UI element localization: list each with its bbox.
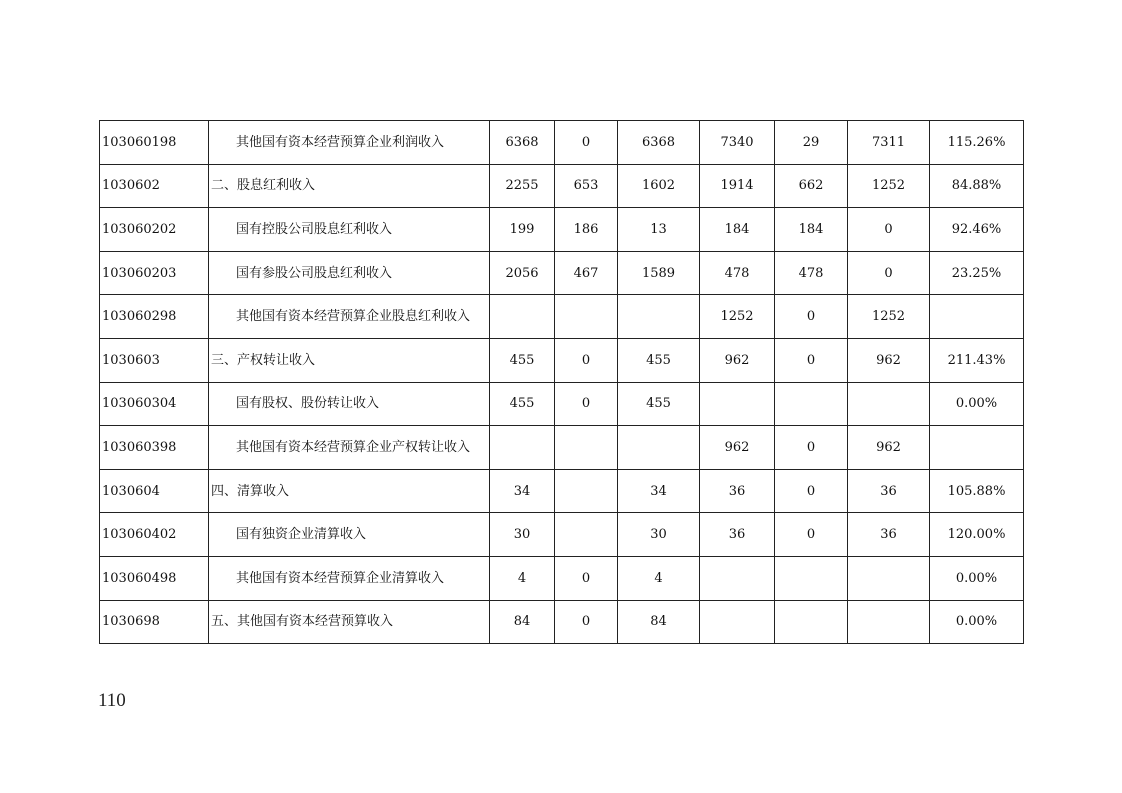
- amount-cell: 0: [775, 513, 848, 557]
- item-name-cell: 其他国有资本经营预算企业清算收入: [209, 556, 490, 600]
- amount-cell: 662: [775, 164, 848, 208]
- item-name-cell: 其他国有资本经营预算企业产权转让收入: [209, 426, 490, 470]
- amount-cell: 6368: [618, 121, 700, 165]
- percentage-cell: [930, 295, 1024, 339]
- item-name-cell: 二、股息红利收入: [209, 164, 490, 208]
- amount-cell: [555, 469, 618, 513]
- amount-cell: 7340: [700, 121, 775, 165]
- amount-cell: 36: [848, 513, 930, 557]
- amount-cell: 1589: [618, 251, 700, 295]
- amount-cell: [700, 600, 775, 644]
- amount-cell: 467: [555, 251, 618, 295]
- table-row: [100, 338, 1024, 382]
- amount-cell: 962: [848, 338, 930, 382]
- table-row: [100, 513, 1024, 557]
- amount-cell: [555, 295, 618, 339]
- amount-cell: 30: [490, 513, 555, 557]
- amount-cell: 36: [700, 469, 775, 513]
- amount-cell: 36: [700, 513, 775, 557]
- amount-cell: 0: [848, 251, 930, 295]
- table-row: [100, 382, 1024, 426]
- table-row: [100, 426, 1024, 470]
- amount-cell: [775, 600, 848, 644]
- percentage-cell: 105.88%: [930, 469, 1024, 513]
- amount-cell: 186: [555, 208, 618, 252]
- amount-cell: [775, 556, 848, 600]
- amount-cell: [555, 426, 618, 470]
- percentage-cell: 92.46%: [930, 208, 1024, 252]
- table-row: [100, 469, 1024, 513]
- amount-cell: [618, 426, 700, 470]
- amount-cell: 184: [775, 208, 848, 252]
- table-row: [100, 251, 1024, 295]
- percentage-cell: 0.00%: [930, 556, 1024, 600]
- item-name-cell: 国有参股公司股息红利收入: [209, 251, 490, 295]
- amount-cell: 34: [618, 469, 700, 513]
- amount-cell: 962: [848, 426, 930, 470]
- percentage-cell: [930, 426, 1024, 470]
- amount-cell: 4: [618, 556, 700, 600]
- amount-cell: 13: [618, 208, 700, 252]
- item-code-cell: 103060402: [100, 513, 209, 557]
- item-name-cell: 国有股权、股份转让收入: [209, 382, 490, 426]
- amount-cell: 1252: [848, 164, 930, 208]
- amount-cell: [700, 382, 775, 426]
- amount-cell: [848, 382, 930, 426]
- page-number: 110: [98, 690, 126, 711]
- item-name-cell: 三、产权转让收入: [209, 338, 490, 382]
- amount-cell: 0: [775, 469, 848, 513]
- table-row: [100, 600, 1024, 644]
- amount-cell: [848, 600, 930, 644]
- item-code-cell: 103060298: [100, 295, 209, 339]
- amount-cell: 36: [848, 469, 930, 513]
- amount-cell: 455: [618, 338, 700, 382]
- item-code-cell: 1030698: [100, 600, 209, 644]
- item-code-cell: 103060202: [100, 208, 209, 252]
- amount-cell: 0: [555, 556, 618, 600]
- table-row: [100, 556, 1024, 600]
- item-code-cell: 1030602: [100, 164, 209, 208]
- item-code-cell: 103060203: [100, 251, 209, 295]
- amount-cell: 1252: [848, 295, 930, 339]
- amount-cell: 1914: [700, 164, 775, 208]
- amount-cell: 1602: [618, 164, 700, 208]
- amount-cell: 2056: [490, 251, 555, 295]
- amount-cell: [775, 382, 848, 426]
- amount-cell: 455: [490, 382, 555, 426]
- amount-cell: 7311: [848, 121, 930, 165]
- amount-cell: 455: [618, 382, 700, 426]
- item-code-cell: 1030603: [100, 338, 209, 382]
- amount-cell: 0: [555, 382, 618, 426]
- item-name-cell: 四、清算收入: [209, 469, 490, 513]
- amount-cell: [848, 556, 930, 600]
- amount-cell: 478: [775, 251, 848, 295]
- amount-cell: 0: [555, 338, 618, 382]
- item-name-cell: 国有控股公司股息红利收入: [209, 208, 490, 252]
- amount-cell: 0: [775, 426, 848, 470]
- percentage-cell: 0.00%: [930, 382, 1024, 426]
- amount-cell: [490, 426, 555, 470]
- item-code-cell: 1030604: [100, 469, 209, 513]
- table-row: [100, 121, 1024, 165]
- amount-cell: 4: [490, 556, 555, 600]
- percentage-cell: 0.00%: [930, 600, 1024, 644]
- amount-cell: [700, 556, 775, 600]
- percentage-cell: 23.25%: [930, 251, 1024, 295]
- percentage-cell: 211.43%: [930, 338, 1024, 382]
- item-name-cell: 其他国有资本经营预算企业利润收入: [209, 121, 490, 165]
- table-body: [100, 121, 1024, 644]
- item-name-cell: 国有独资企业清算收入: [209, 513, 490, 557]
- table-row: [100, 164, 1024, 208]
- item-name-cell: 五、其他国有资本经营预算收入: [209, 600, 490, 644]
- amount-cell: 184: [700, 208, 775, 252]
- table-row: [100, 208, 1024, 252]
- amount-cell: 962: [700, 338, 775, 382]
- amount-cell: 0: [775, 338, 848, 382]
- amount-cell: [618, 295, 700, 339]
- amount-cell: 34: [490, 469, 555, 513]
- amount-cell: 653: [555, 164, 618, 208]
- amount-cell: [490, 295, 555, 339]
- amount-cell: 0: [555, 121, 618, 165]
- amount-cell: 6368: [490, 121, 555, 165]
- amount-cell: 455: [490, 338, 555, 382]
- percentage-cell: 120.00%: [930, 513, 1024, 557]
- budget-income-table: [99, 120, 1024, 644]
- item-code-cell: 103060198: [100, 121, 209, 165]
- percentage-cell: 115.26%: [930, 121, 1024, 165]
- amount-cell: 962: [700, 426, 775, 470]
- amount-cell: 2255: [490, 164, 555, 208]
- amount-cell: 1252: [700, 295, 775, 339]
- item-code-cell: 103060304: [100, 382, 209, 426]
- amount-cell: 0: [848, 208, 930, 252]
- amount-cell: [555, 513, 618, 557]
- amount-cell: 84: [490, 600, 555, 644]
- amount-cell: 478: [700, 251, 775, 295]
- percentage-cell: 84.88%: [930, 164, 1024, 208]
- amount-cell: 30: [618, 513, 700, 557]
- amount-cell: 29: [775, 121, 848, 165]
- item-name-cell: 其他国有资本经营预算企业股息红利收入: [209, 295, 490, 339]
- amount-cell: 0: [775, 295, 848, 339]
- item-code-cell: 103060398: [100, 426, 209, 470]
- item-code-cell: 103060498: [100, 556, 209, 600]
- amount-cell: 0: [555, 600, 618, 644]
- amount-cell: 199: [490, 208, 555, 252]
- table-row: [100, 295, 1024, 339]
- amount-cell: 84: [618, 600, 700, 644]
